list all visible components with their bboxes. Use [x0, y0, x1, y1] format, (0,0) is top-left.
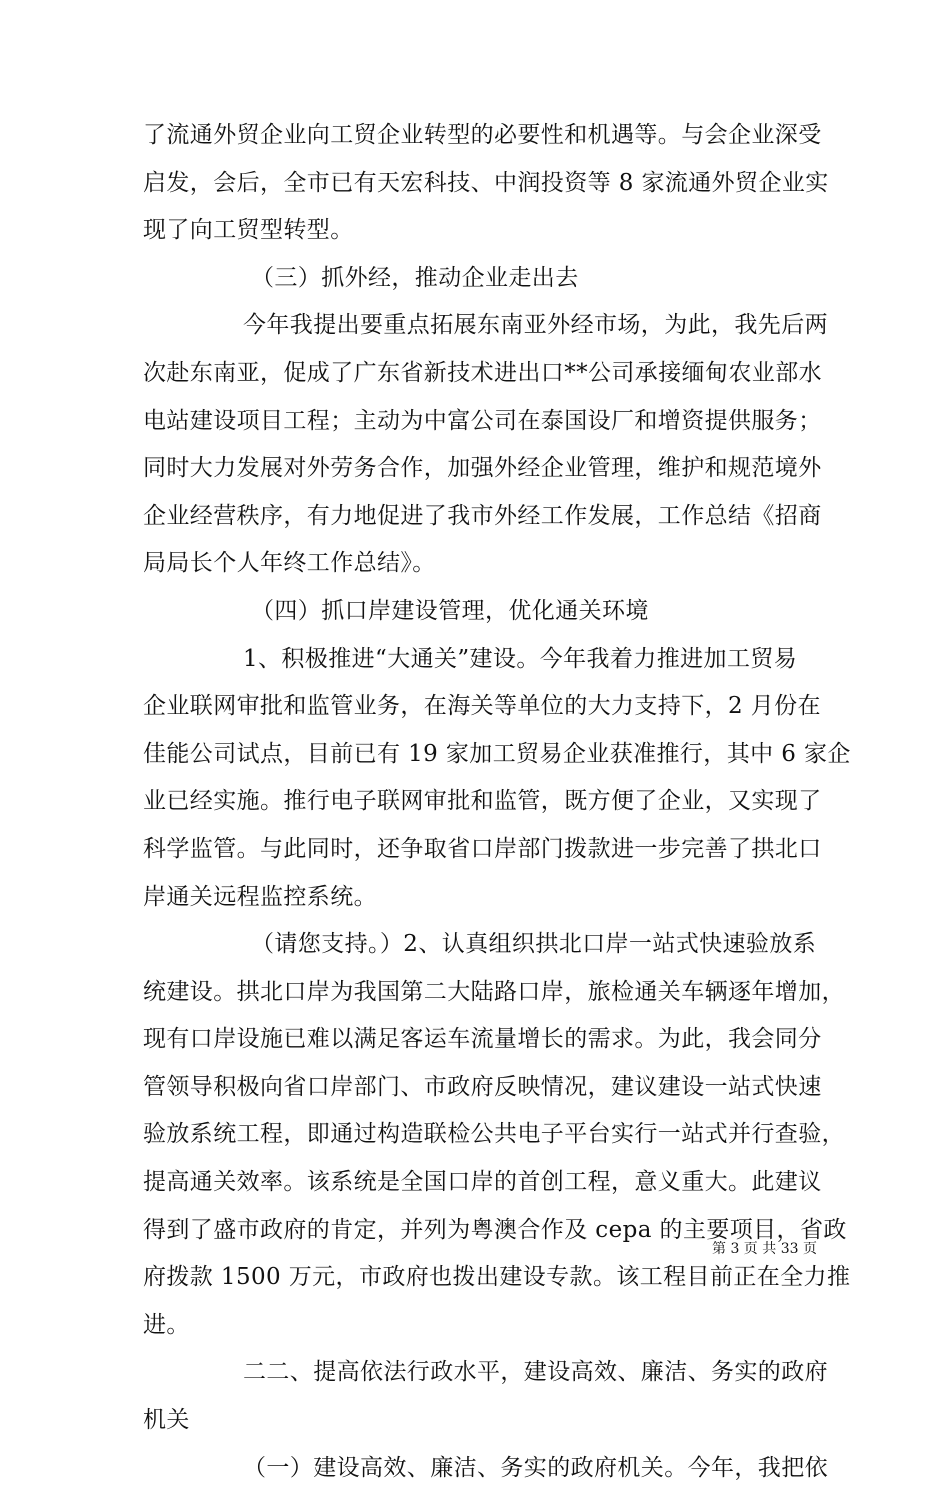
text-line: 提高通关效率。该系统是全国口岸的首创工程，意义重大。此建议	[143, 1169, 822, 1196]
text-line: 电站建设项目工程；主动为中富公司在泰国设厂和增资提供服务；	[143, 407, 822, 434]
text-line: 局局长个人年终工作总结》。	[143, 550, 436, 577]
section-heading: （三）抓外经，推动企业走出去	[251, 264, 579, 291]
text-line: 进。	[143, 1311, 190, 1338]
text-line: 了流通外贸企业向工贸企业转型的必要性和机遇等。与会企业深受	[143, 122, 822, 148]
text-line: 次赴东南亚，促成了广东省新技术进出口**公司承接缅甸农业部水	[143, 359, 822, 386]
text-line: 企业经营秩序，有力地促进了我市外经工作发展，工作总结《招商	[143, 502, 822, 529]
text-line: 统建设。拱北口岸为我国第二大陆路口岸，旅检通关车辆逐年增加，	[143, 978, 845, 1005]
text-line: 佳能公司试点，目前已有 19 家加工贸易企业获准推行，其中 6 家企	[143, 740, 851, 767]
text-line: 同时大力发展对外劳务合作，加强外经企业管理，维护和规范境外	[143, 455, 822, 482]
text-line: 启发，会后，全市已有天宏科技、中润投资等 8 家流通外贸企业实	[143, 169, 829, 196]
text-line: 管领导积极向省口岸部门、市政府反映情况，建议建设一站式快速	[143, 1073, 822, 1100]
paragraph-start: （请您支持。）2、认真组织拱北口岸一站式快速验放系	[251, 931, 817, 958]
section-heading: 二二、提高依法行政水平，建设高效、廉洁、务实的政府	[243, 1359, 828, 1386]
text-line: 得到了盛市政府的肯定，并列为粤澳合作及 cepa 的主要项目，省政	[143, 1216, 847, 1243]
text-line: 府拨款 1500 万元，市政府也拨出建设专款。该工程目前正在全力推	[143, 1264, 851, 1291]
text-line: 企业联网审批和监管业务，在海关等单位的大力支持下，2 月份在	[143, 693, 821, 720]
body-text	[143, 112, 851, 1492]
text-line: 科学监管。与此同时，还争取省口岸部门拨款进一步完善了拱北口	[143, 835, 822, 862]
paragraph-start: 今年我提出要重点拓展东南亚外经市场，为此，我先后两	[243, 312, 828, 339]
page-number: 第 3 页 共 33 页	[712, 1241, 817, 1257]
text-line: 岸通关远程监控系统。	[143, 883, 377, 910]
paragraph-start: 1、积极推进“大通关”建设。今年我着力推进加工贸易	[243, 645, 798, 672]
section-heading: （四）抓口岸建设管理，优化通关环境	[251, 597, 649, 624]
text-line: 业已经实施。推行电子联网审批和监管，既方便了企业，又实现了	[143, 788, 822, 815]
text-line: 现有口岸设施已难以满足客运车流量增长的需求。为此，我会同分	[143, 1026, 822, 1053]
text-line: 机关	[143, 1407, 190, 1434]
text-line: 验放系统工程，即通过构造联检公共电子平台实行一站式并行查验，	[143, 1121, 845, 1148]
paragraph-start: （一）建设高效、廉洁、务实的政府机关。今年，我把依	[243, 1454, 828, 1481]
text-line: 现了向工贸型转型。	[143, 217, 354, 244]
